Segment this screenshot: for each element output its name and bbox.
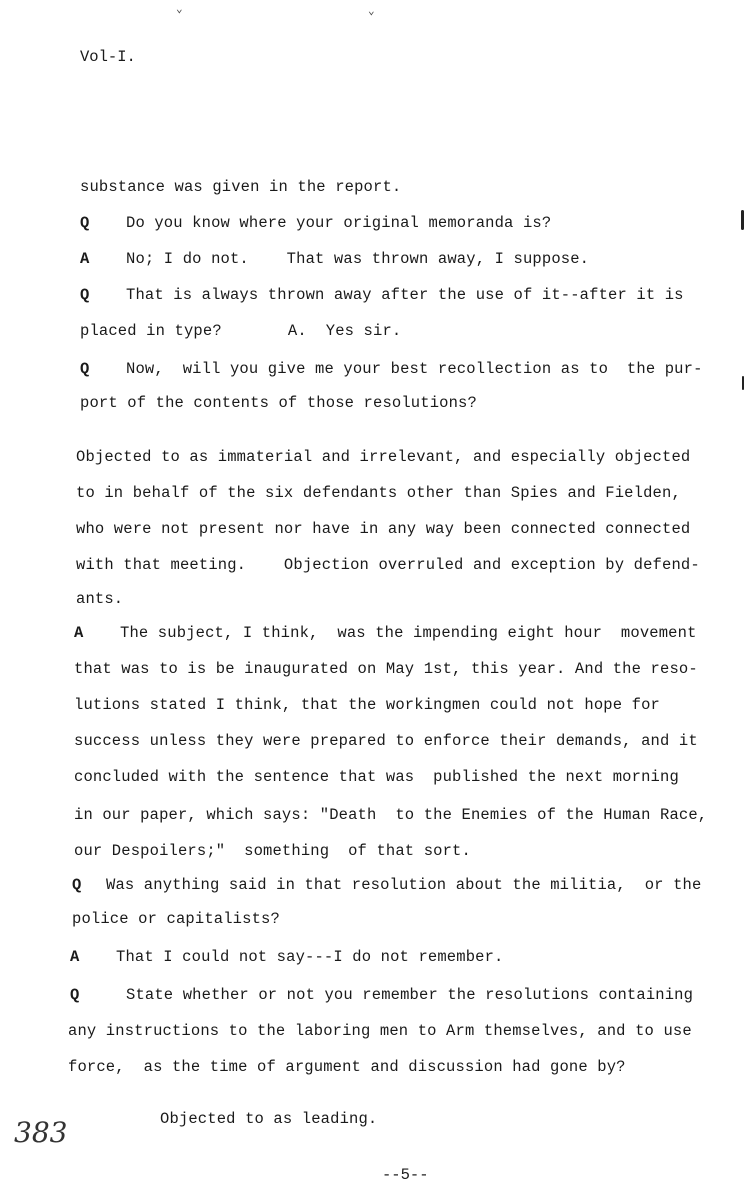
line-23-tag: Q <box>70 986 80 1004</box>
line-9: to in behalf of the six defendants other than Spies and Fielden, <box>76 484 681 502</box>
scan-edge-mark <box>742 376 744 390</box>
line-26: Objected to as leading. <box>160 1110 378 1128</box>
line-20: Was anything said in that resolution about the militia, or the <box>106 876 702 894</box>
line-22: That I could not say---I do not remember. <box>116 948 504 966</box>
line-17: concluded with the sentence that was published the next morning <box>74 768 679 786</box>
volume-label: Vol-I. <box>80 48 136 66</box>
line-10: who were not present nor have in any way been connected connected <box>76 520 691 538</box>
line-12: ants. <box>76 590 124 608</box>
line-16: success unless they were prepared to enforce their demands, and it <box>74 732 698 750</box>
line-4: That is always thrown away after the use of it--after it is <box>126 286 684 304</box>
line-23: State whether or not you remember the resolutions containing <box>126 986 694 1004</box>
line-13: The subject, I think, was the impending eight hour movement <box>120 624 697 642</box>
line-5: placed in type? A. Yes sir. <box>80 322 402 340</box>
line-15: lutions stated I think, that the workingmen could not hope for <box>74 696 660 714</box>
line-20-tag: Q <box>72 876 82 894</box>
scan-edge-mark <box>741 210 744 230</box>
line-2: Do you know where your original memoranda is? <box>126 214 552 232</box>
line-22-tag: A <box>70 948 80 966</box>
scan-speck-icon: ⌄ <box>176 4 183 16</box>
line-25: force, as the time of argument and discussion had gone by? <box>68 1058 626 1076</box>
handwritten-folio-number: 383 <box>14 1116 68 1149</box>
line-4-tag: Q <box>80 286 90 304</box>
line-24: any instructions to the laboring men to Arm themselves, and to use <box>68 1022 692 1040</box>
line-7: port of the contents of those resolutions? <box>80 394 477 412</box>
scan-speck-icon: ⌄ <box>368 6 375 18</box>
line-6: Now, will you give me your best recollection as to the pur- <box>126 360 703 378</box>
line-1: substance was given in the report. <box>80 178 402 196</box>
line-21: police or capitalists? <box>72 910 280 928</box>
line-19: our Despoilers;" something of that sort. <box>74 842 471 860</box>
line-13-tag: A <box>74 624 84 642</box>
line-2-tag: Q <box>80 214 90 232</box>
line-3: No; I do not. That was thrown away, I suppose. <box>126 250 590 268</box>
line-8: Objected to as immaterial and irrelevant, and especially objected <box>76 448 691 466</box>
line-3-tag: A <box>80 250 90 268</box>
line-11: with that meeting. Objection overruled and exception by defend- <box>76 556 700 574</box>
line-6-tag: Q <box>80 360 90 378</box>
line-14: that was to is be inaugurated on May 1st, this year. And the reso- <box>74 660 698 678</box>
line-18: in our paper, which says: "Death to the Enemies of the Human Race, <box>74 806 708 824</box>
page-number: --5-- <box>382 1166 429 1184</box>
